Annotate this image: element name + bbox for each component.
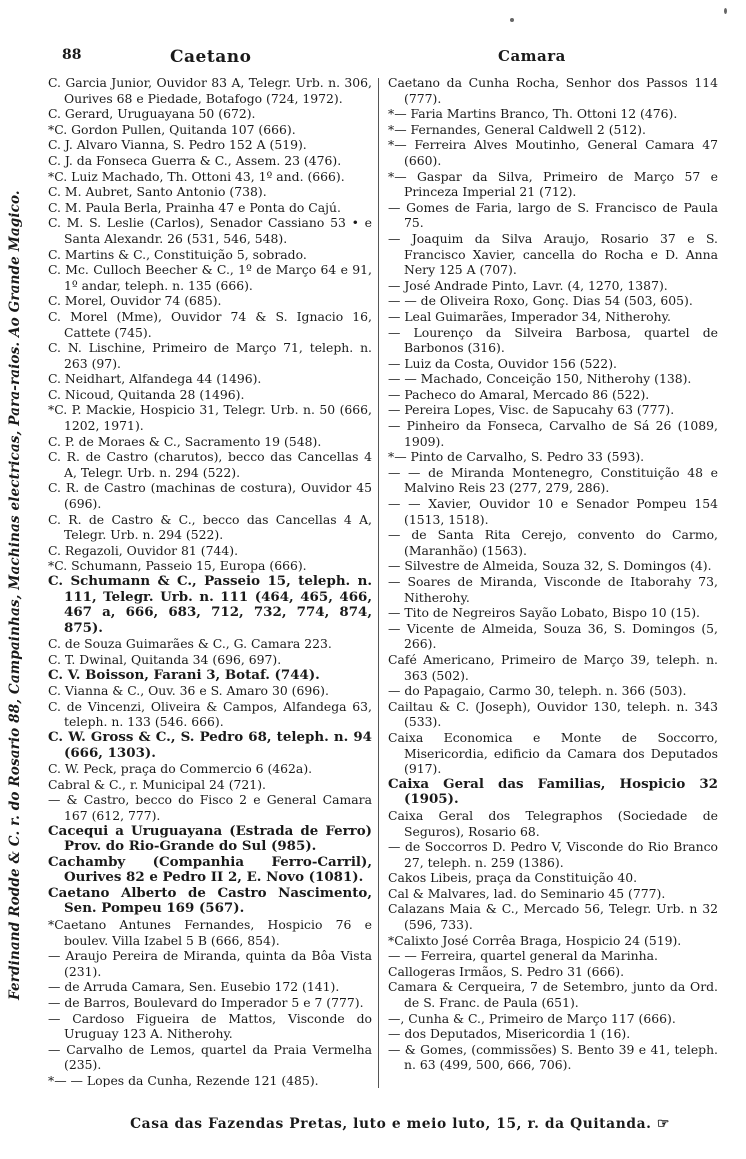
right-column-entry: — Pereira Lopes, Visc. de Sapucahy 63 (777). [388, 402, 675, 418]
right-column-entry: Cakos Libeis, praça da Constituição 40. [388, 870, 638, 886]
right-column-entry: — — Machado, Conceição 150, Nitherohy (138). [388, 371, 692, 387]
right-column-entry: — — Xavier, Ouvidor 10 e Senador Pompeu 154 (1513, 1518). [388, 496, 718, 527]
right-column-entry: Calazans Maia & C., Mercado 56, Telegr. Urb. n 32 (596, 733). [388, 901, 718, 933]
right-column-entry: Camara & Cerqueira, 7 de Setembro, junto da Ord. de S. Franc. de Paula (651). [388, 979, 718, 1011]
page-number: 88 [62, 47, 82, 63]
left-column-entry: C. Mc. Culloch Beecher & C., 1º de Março 64 e 91, 1º andar, teleph. n. 135 (666). [48, 262, 372, 293]
left-column-entry: C. P. de Moraes & C., Sacramento 19 (548). [48, 433, 322, 449]
right-column-entry: — Vicente de Almeida, Souza 36, S. Domingos (5, 266). [388, 620, 718, 652]
right-column-entry: —, Cunha & C., Primeiro de Março 117 (666). [388, 1010, 676, 1026]
right-column-entry: Caixa Economica e Monte de Soccorro, Misericordia, edificio da Camara dos Deputados (917). [388, 729, 718, 777]
left-column-entry: C. Gerard, Uruguayana 50 (672). [48, 106, 256, 122]
running-head-left: Caetano [170, 47, 252, 67]
right-column-entry: — Silvestre de Almeida, Souza 32, S. Domingos (4). [388, 558, 712, 574]
right-column-entry: — Pinheiro da Fonseca, Carvalho de Sá 26 (1089, 1909). [388, 418, 718, 449]
left-column-entry: Cachamby (Companhia Ferro-Carril), Ourives 82 e Pedro II 2, E. Novo (1081). [48, 853, 372, 886]
left-column-entry: Caetano Alberto de Castro Nascimento, Sen. Pompeu 169 (567). [48, 884, 372, 917]
right-column-entry: Cailtau & C. (Joseph), Ouvidor 130, teleph. n. 343 (533). [388, 698, 718, 730]
page-header [0, 47, 746, 73]
left-column-entry: C. Vianna & C., Ouv. 36 e S. Amaro 30 (696). [48, 683, 329, 699]
left-column-entry: Cabral & C., r. Municipal 24 (721). [48, 776, 266, 792]
right-column-entry: — dos Deputados, Misericordia 1 (16). [388, 1026, 631, 1042]
left-column-entry: C. R. de Castro (charutos), becco das Cancellas 4 A, Telegr. Urb. n. 294 (522). [48, 449, 372, 480]
right-column-entry: Café Americano, Primeiro de Março 39, teleph. n. 363 (502). [388, 651, 718, 683]
left-column-entry: C. J. Alvaro Vianna, S. Pedro 152 A (519). [48, 137, 307, 153]
left-column-entry: — Carvalho de Lemos, quartel da Praia Vermelha (235). [48, 1041, 372, 1073]
right-column-entry: — & Gomes, (commissões) S. Bento 39 e 41, teleph. n. 63 (499, 500, 666, 706). [388, 1041, 718, 1073]
left-column-entry: C. Regazoli, Ouvidor 81 (744). [48, 542, 239, 558]
right-column-entry: — Leal Guimarães, Imperador 34, Nitherohy. [388, 308, 671, 324]
right-column-entry: — Lourenço da Silveira Barbosa, quartel de Barbonos (316). [388, 324, 718, 356]
running-head-right: Camara [498, 47, 566, 65]
right-column-entry: — Gomes de Faria, largo de S. Francisco de Paula 75. [388, 199, 718, 231]
left-column-entry: C. de Vincenzi, Oliveira & Campos, Alfandega 63, teleph. n. 133 (546. 666). [48, 698, 372, 730]
right-column-entry: Caixa Geral das Familias, Hospicio 32 (1905). [388, 775, 718, 808]
left-column-entry: C. R. de Castro & C., becco das Cancellas 4 A, Telegr. Urb. n. 294 (522). [48, 511, 372, 543]
right-column-entry: — de Santa Rita Cerejo, convento do Carmo, (Maranhão) (1563). [388, 527, 718, 558]
right-column-entry: — Tito de Negreiros Sayão Lobato, Bispo 10 (15). [388, 605, 700, 621]
left-column-entry: C. Martins & C., Constituição 5, sobrado. [48, 246, 307, 262]
left-column-entry: C. W. Gross & C., S. Pedro 68, teleph. n. 94 (666, 1303). [48, 728, 372, 761]
left-column-entry: C. N. Lischine, Primeiro de Março 71, teleph. n. 263 (97). [48, 340, 372, 371]
left-column-entry: C. J. da Fonseca Guerra & C., Assem. 23 (476). [48, 152, 342, 168]
right-column-entry: *— Gaspar da Silva, Primeiro de Março 57 e Princeza Imperial 21 (712). [388, 168, 718, 200]
left-column-entry: — de Arruda Camara, Sen. Eusebio 172 (141). [48, 979, 340, 995]
left-column-entry: C. Schumann & C., Passeio 15, teleph. n. 111, Telegr. Urb. n. 111 (464, 465, 466, 467 a, 666, 683, 712, 732, 774, 874, 875). [48, 573, 372, 636]
right-column [386, 75, 718, 1087]
left-column-entry: C. T. Dwinal, Quitanda 34 (696, 697). [48, 651, 282, 667]
right-column-entry: — Soares de Miranda, Visconde de Itaborahy 73, Nitherohy. [388, 574, 718, 605]
ink-spot [510, 18, 514, 22]
left-column [46, 75, 372, 1087]
left-column-entry: Cacequi a Uruguayana (Estrada de Ferro) Prov. do Rio-Grande do Sul (985). [48, 822, 372, 855]
left-column-entry: C. V. Boisson, Farani 3, Botaf. (744). [48, 666, 320, 683]
right-column-entry: — Joaquim da Silva Araujo, Rosario 37 e S. Francisco Xavier, cancella do Rocha e D. Anna Nery 125 A (707). [388, 230, 718, 278]
left-column-entry: C. R. de Castro (machinas de costura), Ouvidor 45 (696). [48, 480, 372, 512]
right-column-entry: — Luiz da Costa, Ouvidor 156 (522). [388, 355, 617, 371]
right-column-entry: Callogeras Irmãos, S. Pedro 31 (666). [388, 963, 625, 979]
left-column-entry: — & Castro, becco do Fisco 2 e General Camara 167 (612, 777). [48, 792, 372, 823]
right-column-entry: Caetano da Cunha Rocha, Senhor dos Passos 114 (777). [388, 75, 718, 106]
side-advertisement: Ferdinand Rodde & C. r. do Rosario 88, Campainhas, Machinas electricas, Para-raios. Ao Grande Magico. [7, 190, 23, 1000]
left-column-entry: *— — Lopes da Cunha, Rezende 121 (485). [48, 1073, 319, 1087]
right-column-entry: Cal & Malvares, lad. do Seminario 45 (777). [388, 885, 666, 901]
left-column-entry: — de Barros, Boulevard do Imperador 5 e 7 (777). [48, 995, 364, 1011]
column-divider [378, 78, 379, 1088]
right-column-entry: *— Faria Martins Branco, Th. Ottoni 12 (476). [388, 106, 678, 122]
left-column-entry: C. Morel (Mme), Ouvidor 74 & S. Ignacio 16, Cattete (745). [48, 308, 372, 340]
left-column-entry: *C. Gordon Pullen, Quitanda 107 (666). [48, 121, 296, 137]
left-column-entry: *C. P. Mackie, Hospicio 31, Telegr. Urb. n. 50 (666, 1202, 1971). [48, 402, 372, 434]
right-column-entry: *— Fernandes, General Caldwell 2 (512). [388, 121, 646, 137]
right-column-entry: — do Papagaio, Carmo 30, teleph. n. 366 (503). [388, 683, 687, 699]
right-column-entry: — — de Oliveira Roxo, Gonç. Dias 54 (503, 605). [388, 293, 693, 309]
left-column-entry: C. M. Paula Berla, Prainha 47 e Ponta do Cajú. [48, 199, 341, 215]
left-column-entry: C. Garcia Junior, Ouvidor 83 A, Telegr. Urb. n. 306, Ourives 68 e Piedade, Botafogo (724, 1972). [48, 75, 372, 106]
right-column-entry: — — Ferreira, quartel general da Marinha. [388, 948, 658, 964]
left-column-entry: C. Neidhart, Alfandega 44 (1496). [48, 371, 262, 387]
left-column-entry: C. Nicoud, Quitanda 28 (1496). [48, 386, 245, 402]
right-column-entry: — José Andrade Pinto, Lavr. (4, 1270, 1387). [388, 277, 668, 293]
right-column-entry: — Pacheco do Amaral, Mercado 86 (522). [388, 386, 650, 402]
left-column-entry: C. W. Peck, praça do Commercio 6 (462a). [48, 761, 313, 777]
ink-spot [724, 8, 727, 14]
right-column-entry: — de Soccorros D. Pedro V, Visconde do Rio Branco 27, teleph. n. 259 (1386). [388, 839, 718, 870]
left-column-entry: — Cardoso Figueira de Mattos, Visconde do Uruguay 123 A. Nitherohy. [48, 1010, 372, 1042]
left-column-entry: *Caetano Antunes Fernandes, Hospicio 76 e boulev. Villa Izabel 5 B (666, 854). [48, 917, 372, 948]
right-column-entry: Caixa Geral dos Telegraphos (Sociedade de Seguros), Rosario 68. [388, 807, 718, 839]
right-column-entry: *Calixto José Corrêa Braga, Hospicio 24 (519). [388, 932, 682, 948]
footer-advertisement: Casa das Fazendas Pretas, luto e meio luto, 15, r. da Quitanda. ☞ [130, 1116, 670, 1132]
left-column-entry: *C. Luiz Machado, Th. Ottoni 43, 1º and. (666). [48, 168, 345, 184]
left-column-entry: — Araujo Pereira de Miranda, quinta da Bôa Vista (231). [48, 948, 372, 979]
left-column-entry: *C. Schumann, Passeio 15, Europa (666). [48, 558, 307, 574]
right-column-entry: — — de Miranda Montenegro, Constituição 48 e Malvino Reis 23 (277, 279, 286). [388, 464, 718, 496]
right-column-entry: *— Ferreira Alves Moutinho, General Camara 47 (660). [388, 137, 718, 168]
left-column-entry: C. de Souza Guimarães & C., G. Camara 223. [48, 636, 332, 652]
left-column-entry: C. Morel, Ouvidor 74 (685). [48, 293, 222, 309]
left-column-entry: C. M. S. Leslie (Carlos), Senador Cassiano 53 • e Santa Alexandr. 26 (531, 546, 548). [48, 215, 372, 246]
right-column-entry: *— Pinto de Carvalho, S. Pedro 33 (593). [388, 449, 645, 465]
left-column-entry: C. M. Aubret, Santo Antonio (738). [48, 184, 267, 200]
